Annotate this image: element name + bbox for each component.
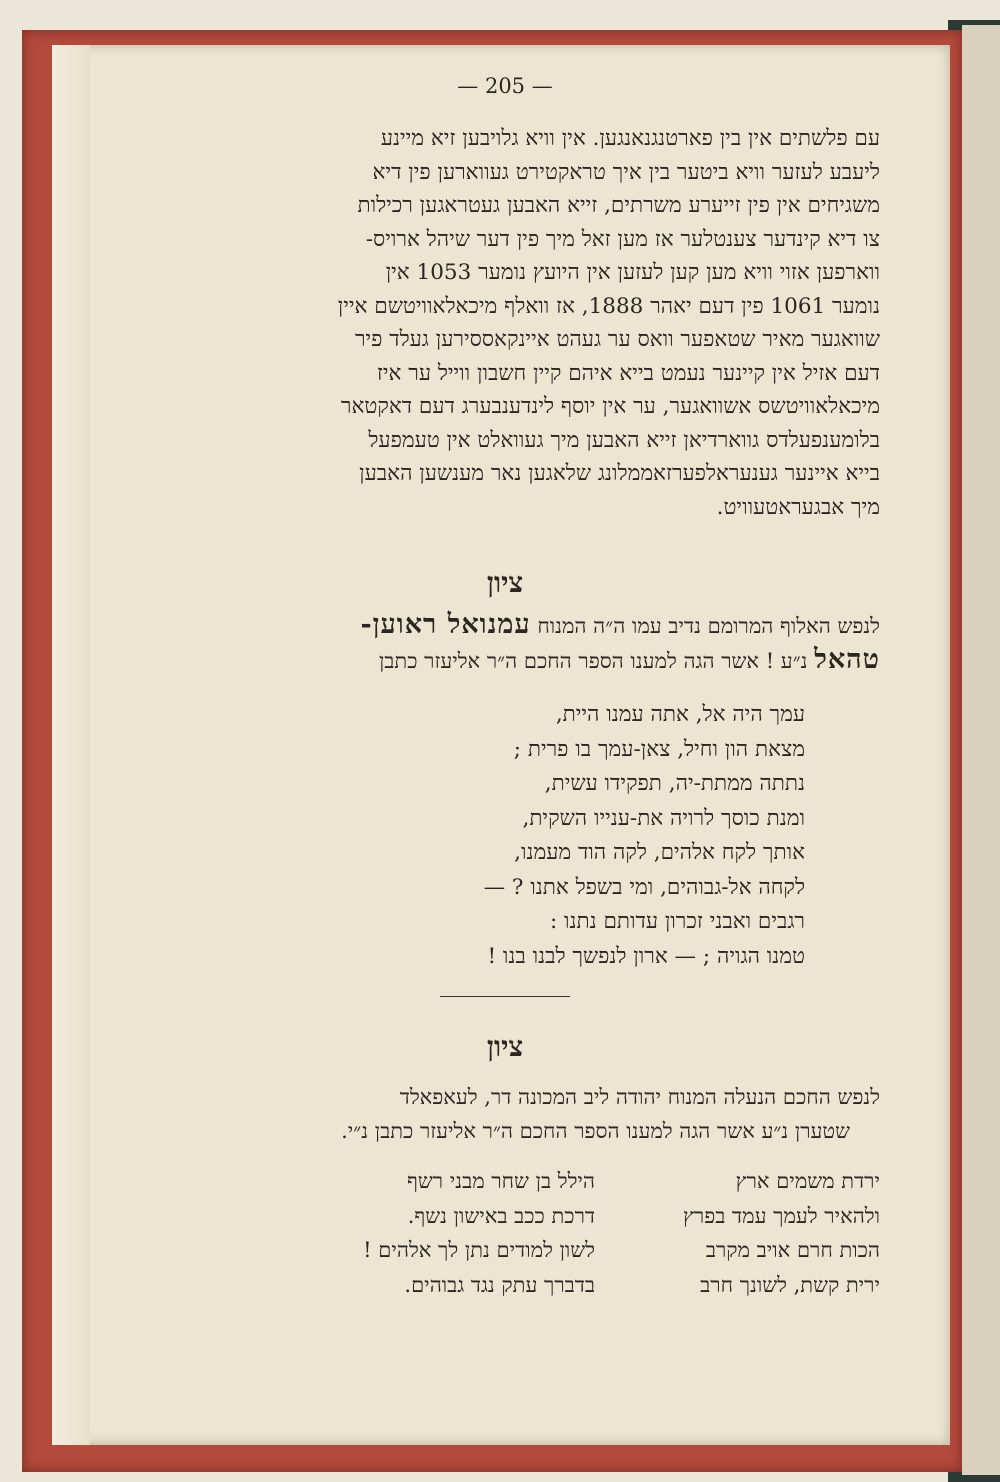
body-paragraph	[130, 122, 880, 524]
paragraph-line: ליעבע לעזער וויא ביטער בין איך טראקטירט געווארען פין דיא	[372, 159, 880, 185]
poem-2-left-line: הילל בן שחר מבני רשף	[407, 1169, 595, 1193]
paragraph-line: מיך אבגעראטעוויט.	[716, 494, 880, 520]
poem-2-left-column	[363, 1164, 595, 1302]
poem-2-right-column	[683, 1164, 880, 1302]
dedication-1-name-a: עמנואל ראוען-	[360, 609, 531, 640]
poem-1-line: מצאת הון וחיל, צאן-עמך בו פרית ;	[513, 736, 805, 762]
poem-2-right-line: ירית קשת, לשונך חרב	[700, 1272, 880, 1297]
adjacent-page-edge	[962, 25, 1000, 1475]
poem-1-line: עמך היה אל, אתה עמנו היית,	[555, 702, 805, 727]
poem-2-right-line: ולהאיר לעמך עמד בפרץ	[682, 1203, 880, 1228]
page-gutter	[52, 45, 90, 1445]
poem-1-line: ומנת כוסך לרויה את-ענייו השקית,	[522, 805, 805, 831]
paragraph-line: שוואגער מאיר שטאפער וואס ער געהט איינקאססירען געלד פיר	[354, 327, 880, 352]
poem-1-line: לקחה אל-גבוהים, ומי בשפל אתנו ? —	[483, 874, 805, 900]
paragraph-line: דעם אזיל אין קיינער נעמט בייא איהם קיין חשבון ווייל ער איז	[376, 360, 880, 386]
page-number: — 205 —	[457, 74, 553, 98]
poem-2-right-line: ירדת משמים ארץ	[735, 1169, 880, 1193]
paragraph-line: משגיחים אין פין זייערע משרתים, זייא האבען געטראגען רכילות	[357, 193, 880, 218]
dedication-1-text-b: נ״ע ! אשר הגה למענו הספר החכם ה״ר אליעזר כתבן	[378, 649, 808, 673]
paragraph-line: בייא איינער גענעראלפערזאממלונג שלאגען נאר מענשען האבען	[359, 461, 880, 486]
section-heading-2: ציון	[486, 1030, 524, 1063]
dedication-2	[130, 1080, 880, 1148]
dedication-1-line-2	[130, 643, 880, 678]
paragraph-line: בלומענפעלדס גווארדיאן זייא האבען מיך געוואלט אין טעמפעל	[368, 427, 880, 453]
poem-2-left-line: דרכת ככב באישון נשף.	[407, 1203, 595, 1228]
poem-1-line: טמנו הגויה ; — ארון לנפשך לבנו בנו !	[487, 943, 805, 969]
dedication-1	[130, 608, 880, 678]
paragraph-line: עם פלשתים אין בין פארטנגנאנגען. אין וויא גלויבען זיא מיינע	[380, 126, 880, 151]
poem-2-left-line: בדברך עתק נגד גבוהים.	[404, 1272, 595, 1297]
section-heading-1: ציון	[486, 566, 524, 599]
poem-2-left-line: לשון למודים נתן לך אלהים !	[363, 1238, 595, 1262]
paragraph-line: מיכאלאוויטשס אשוואגער, ער אין יוסף לינדענבערג דעם דאקטאר	[340, 394, 880, 419]
dedication-2-line-2: שטערן נ״ע אשר הגה למענו הספר החכם ה״ר אליעזר כתבן נ״י.	[341, 1119, 850, 1143]
dedication-1-name-b: טהאל	[814, 644, 880, 675]
paragraph-line: ווארפען אזוי וויא מען קען לעזען אין היועץ נומער 1053 אין	[385, 260, 880, 285]
poem-1-line: רגבים ואבני זכרון עדותם נתנו :	[549, 909, 805, 934]
poem-2-right-line: הכות חרם אויב מקרב	[705, 1238, 880, 1262]
poem-1	[484, 698, 805, 974]
paragraph-line: נומער 1061 פין דעם יאהר 1888, אז וואלף מיכאלאוויטשם איין	[337, 293, 880, 319]
dedication-2-line-1: לנפש החכם הנעלה המנוח יהודה ליב המכונה דר, לעאפאלד	[399, 1085, 880, 1109]
poem-1-line: נתתה ממתת-יה, תפקידו עשית,	[544, 771, 805, 796]
dedication-1-line-1	[130, 608, 880, 643]
paragraph-line: צו דיא קינדער צענטלער אז מען זאל מיך פין דער שיהל ארויס-	[365, 226, 880, 252]
dedication-1-text-a: לנפש האלוף המרומם נדיב עמו ה״ה המנוח	[537, 614, 880, 638]
poem-1-line: אותך לקח אלהים, לקה הוד מעמנו,	[514, 840, 805, 865]
